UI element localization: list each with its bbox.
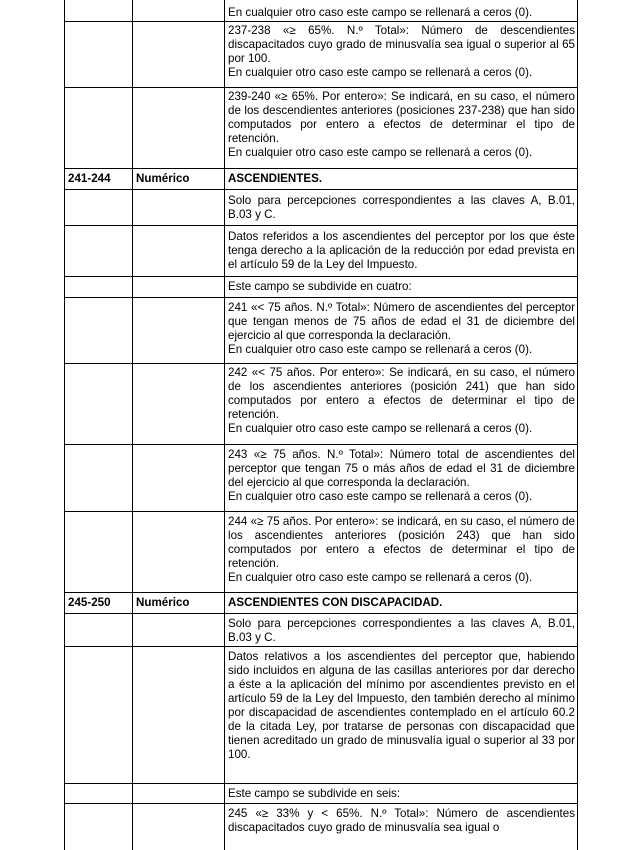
table-row <box>65 784 577 804</box>
description-text: En cualquier otro caso este campo se rellenará a ceros (0). <box>228 343 533 356</box>
description-cell <box>225 614 577 646</box>
description-text: 244 «≥ 75 años. Por entero»: se indicará, en su caso, el número de los ascendientes anteriores (posición 243) que han sido computados por entero a efectos de determinar el tipo de retención. <box>228 515 575 570</box>
section-title <box>225 593 577 613</box>
type-cell <box>133 88 225 168</box>
description-cell <box>225 277 577 297</box>
table-row <box>65 22 577 88</box>
table-row <box>65 647 577 784</box>
description-cell <box>225 512 577 592</box>
position-cell <box>65 88 133 168</box>
record-layout-table <box>64 0 578 850</box>
type-cell: Numérico <box>133 169 225 189</box>
table-row <box>65 88 577 169</box>
position-cell <box>65 614 133 646</box>
description-text: 242 «< 75 años. Por entero»: Se indicará, en su caso, el número de los ascendientes anteriores (posición 241) que han sido computados por entero a efectos de determinar el tipo de retención. <box>228 366 575 421</box>
table-row <box>65 226 577 277</box>
description-text: Este campo se subdivide en cuatro: <box>228 280 412 293</box>
type-cell <box>133 784 225 803</box>
type-cell <box>133 226 225 276</box>
description-text: En cualquier otro caso este campo se rellenará a ceros (0). <box>228 146 533 159</box>
description-cell <box>225 364 577 444</box>
description-cell <box>225 0 577 21</box>
description-text: En cualquier otro caso este campo se rellenará a ceros (0). <box>228 422 533 435</box>
position-cell <box>65 22 133 87</box>
description-text: 243 «≥ 75 años. N.º Total»: Número total de ascendientes del perceptor que tengan 75 o más años de edad el 31 de diciembre del ejercicio al que corresponda la declaración. <box>228 448 575 489</box>
position-cell <box>65 445 133 511</box>
description-cell <box>225 647 577 783</box>
section-header-row <box>65 593 577 614</box>
description-text: Datos referidos a los ascendientes del perceptor por los que éste tenga derecho a la aplicación de la reducción por edad prevista en el artículo 59 de la Ley del Impuesto. <box>228 230 575 271</box>
type-cell <box>133 0 225 21</box>
position-cell <box>65 804 133 850</box>
table-row <box>65 190 577 226</box>
section-title-text: ASCENDIENTES CON DISCAPACIDAD. <box>228 596 443 609</box>
section-title-text: ASCENDIENTES. <box>228 172 323 185</box>
table-row <box>65 277 577 298</box>
type-cell: Numérico <box>133 593 225 613</box>
description-text: 245 «≥ 33% y < 65%. N.º Total»: Número de ascendientes discapacitados cuyo grado de minusvalía sea igual o <box>228 807 575 834</box>
type-cell <box>133 445 225 511</box>
description-text: Solo para percepciones correspondientes a las claves A, B.01, B.03 y C. <box>228 194 575 221</box>
position-cell <box>65 298 133 363</box>
table-row <box>65 804 577 850</box>
position-cell <box>65 512 133 592</box>
type-cell <box>133 190 225 225</box>
type-cell <box>133 804 225 850</box>
type-cell <box>133 22 225 87</box>
description-cell <box>225 445 577 511</box>
table-row <box>65 0 577 22</box>
section-header-row <box>65 169 577 190</box>
section-title <box>225 169 577 189</box>
description-text: Datos relativos a los ascendientes del perceptor que, habiendo sido incluidos en alguna de las casillas anteriores por dar derecho a éste a la aplicación del mínimo por ascendientes previsto en el artículo 59 de la Ley del Impuesto, den también derecho al mínimo por discapacidad de ascendientes contemplado en el artículo 60.2 de la citada Ley, por tratarse de personas con discapacidad que tienen acreditado un grado de minusvalía igual o superior al 33 por 100. <box>228 650 575 761</box>
description-text: Este campo se subdivide en seis: <box>228 787 401 800</box>
description-text: 239-240 «≥ 65%. Por entero»: Se indicará, en su caso, el número de los descendientes anteriores (posiciones 237-238) que han sido computados por entero a efectos de determinar el tipo de retención. <box>228 90 575 145</box>
description-text: Solo para percepciones correspondientes a las claves A, B.01, B.03 y C. <box>228 617 575 644</box>
description-text: En cualquier otro caso este campo se rellenará a ceros (0). <box>228 571 533 584</box>
type-cell <box>133 277 225 297</box>
description-cell <box>225 190 577 225</box>
position-cell <box>65 190 133 225</box>
position-cell <box>65 784 133 803</box>
type-cell <box>133 298 225 363</box>
position-cell <box>65 226 133 276</box>
table-row <box>65 364 577 445</box>
description-cell <box>225 226 577 276</box>
type-cell <box>133 614 225 646</box>
position-cell <box>65 647 133 783</box>
description-text: 241 «< 75 años. N.º Total»: Número de ascendientes del perceptor que tengan menos de 75 años de edad el 31 de diciembre del ejercicio al que corresponda la declaración. <box>228 301 575 342</box>
description-cell <box>225 784 577 803</box>
type-cell <box>133 512 225 592</box>
position-cell: 245-250 <box>65 593 133 613</box>
description-cell <box>225 22 577 87</box>
type-cell <box>133 647 225 783</box>
type-cell <box>133 364 225 444</box>
position-cell <box>65 0 133 21</box>
table-row <box>65 445 577 512</box>
table-row <box>65 512 577 593</box>
description-text: En cualquier otro caso este campo se rellenará a ceros (0). <box>228 490 533 503</box>
position-cell: 241-244 <box>65 169 133 189</box>
table-row <box>65 298 577 364</box>
description-cell <box>225 804 577 850</box>
description-text: En cualquier otro caso este campo se rellenará a ceros (0). <box>228 66 533 79</box>
description-cell <box>225 88 577 168</box>
table-row <box>65 614 577 647</box>
description-text: 237-238 «≥ 65%. N.º Total»: Número de descendientes discapacitados cuyo grado de minusvalía sea igual o superior al 65 por 100. <box>228 24 575 65</box>
position-cell <box>65 364 133 444</box>
description-cell <box>225 298 577 363</box>
position-cell <box>65 277 133 297</box>
description-text: En cualquier otro caso este campo se rellenará a ceros (0). <box>228 6 533 19</box>
